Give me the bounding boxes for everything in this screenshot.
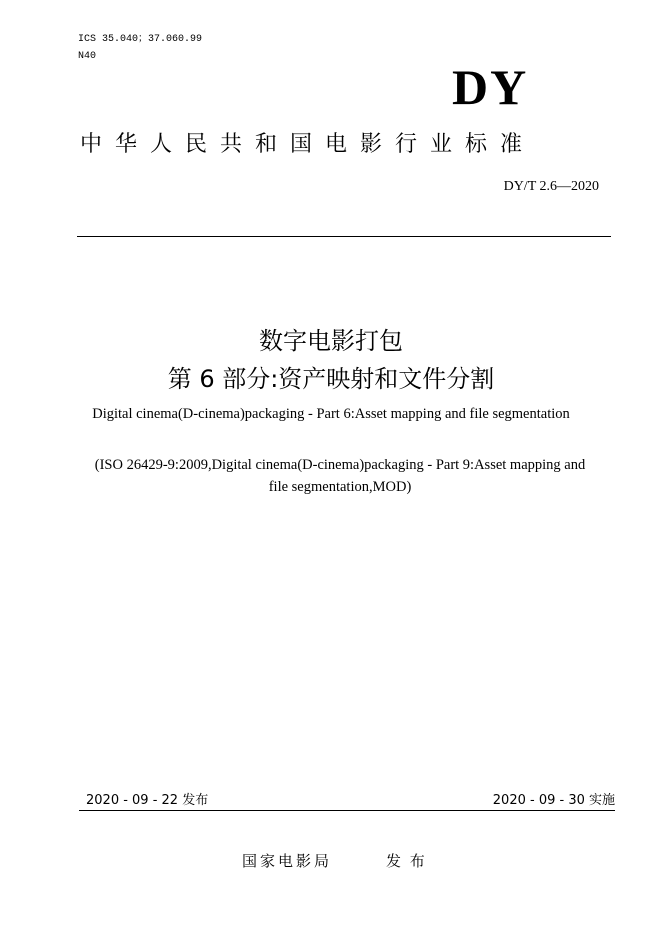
title-cn-line2: 第 6 部分:资产映射和文件分割	[167, 365, 495, 393]
header-divider	[77, 236, 611, 237]
standard-number: DY/T 2.6—2020	[503, 179, 599, 194]
issue-date: 2020 - 09 - 22 发布	[86, 793, 209, 808]
implementation-date: 2020 - 09 - 30 实施	[492, 793, 615, 808]
title-cn-line1: 数字电影打包	[259, 327, 403, 355]
dy-logo: DY	[452, 59, 529, 115]
ccs-code: N40	[78, 51, 97, 62]
iso-reference-line1: (ISO 26429-9:2009,Digital cinema(D-cinema)packaging - Part 9:Asset mapping and	[94, 457, 586, 473]
iso-reference-line2: file segmentation,MOD)	[268, 479, 412, 495]
standard-category-name: 中华人民共和国电影行业标准	[80, 132, 536, 157]
issue-action: 发 布	[386, 852, 427, 870]
issuing-authority: 国家电影局	[242, 852, 333, 870]
title-en: Digital cinema(D-cinema)packaging - Part 6:Asset mapping and file segmentation	[92, 406, 570, 422]
date-divider	[79, 810, 615, 811]
ics-code: ICS 35.040；37.060.99	[78, 34, 203, 45]
